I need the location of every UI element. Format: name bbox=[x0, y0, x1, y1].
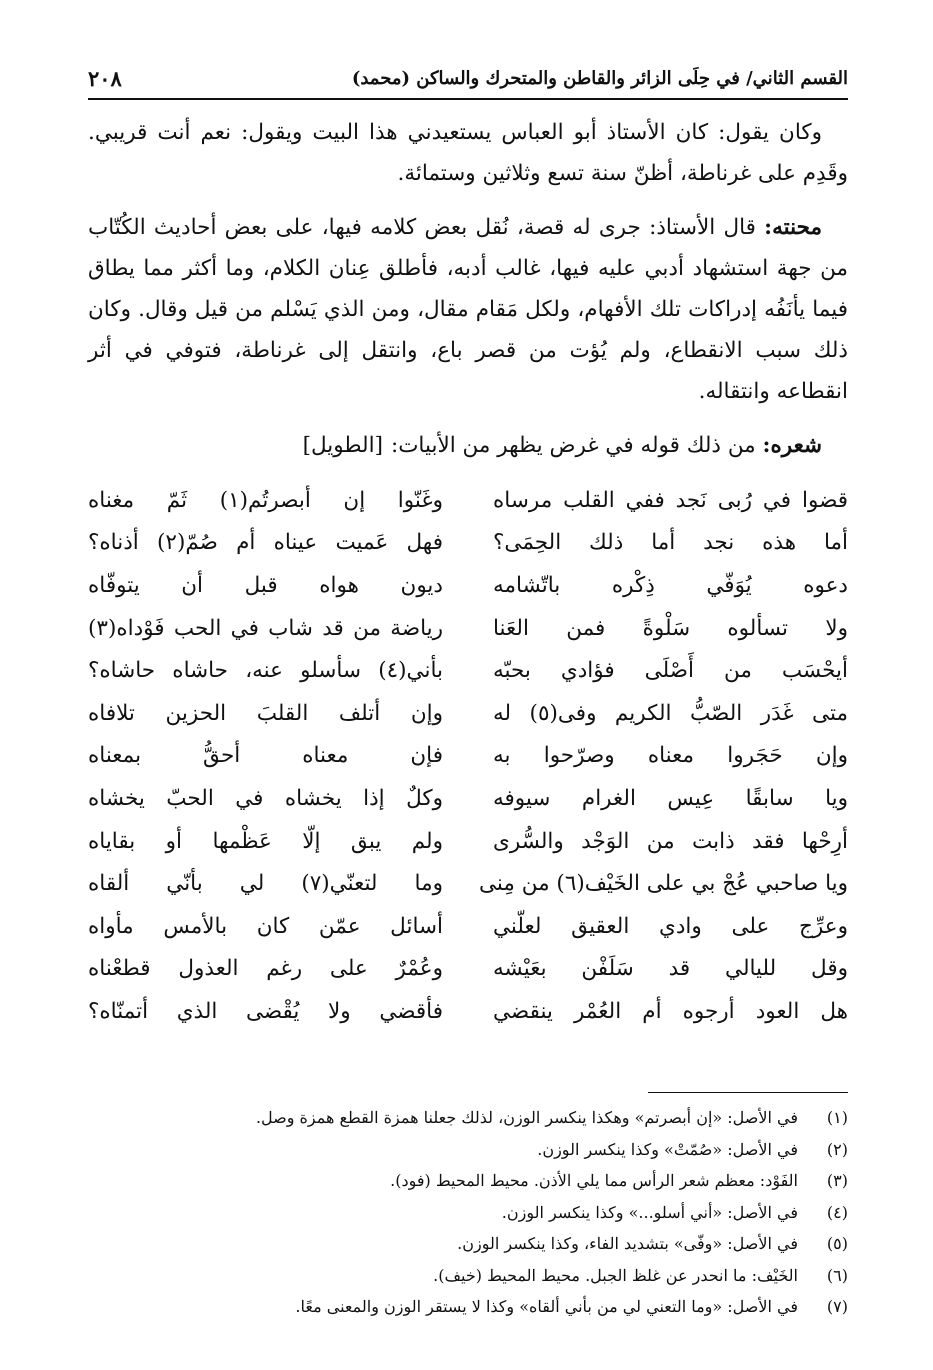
footnote-text: في الأصل: «وفّى» بتشديد الفاء، وكذا ينكسر الوزن. bbox=[457, 1234, 798, 1253]
footnote-number: (٢) bbox=[826, 1139, 848, 1159]
footnote bbox=[88, 1197, 848, 1229]
footnote bbox=[88, 1165, 848, 1197]
verse-second-hemistich: فأقضي ولا يُقْضى الذي أتمنّاه؟ bbox=[88, 998, 443, 1024]
verse-line bbox=[88, 479, 848, 522]
verse-line bbox=[88, 862, 848, 905]
verse-first-hemistich: ويا سابقًا عِيس الغرام سيوفه bbox=[493, 785, 848, 811]
verse-first-hemistich: وقل لليالي قد سَلَفْن بعَيْشه bbox=[493, 956, 848, 982]
verse-first-hemistich: أما هذه نجد أما ذلك الحِمَى؟ bbox=[493, 530, 848, 556]
poetry-intro bbox=[88, 425, 848, 466]
page-number: ٢٠٨ bbox=[88, 65, 122, 91]
page-header bbox=[88, 58, 848, 100]
verse-line bbox=[88, 990, 848, 1033]
verse-first-hemistich: متى غَدَر الصّبُّ الكريم وفى(٥) له bbox=[493, 700, 848, 726]
verse-second-hemistich: أسائل عمّن كان بالأمس مأواه bbox=[88, 913, 443, 939]
main-text bbox=[88, 112, 848, 1033]
footnote-text: الخَيْف: ما انحدر عن غلظ الجبل. محيط المحيط (خيف). bbox=[433, 1265, 798, 1285]
paragraph-1: وكان يقول: كان الأستاذ أبو العباس يستعيدني هذا البيت ويقول: نعم أنت قريبي. وقَدِم على غرناطة، أظنّ سنة تسع وثلاثين وستمائة. bbox=[88, 120, 848, 186]
footnote bbox=[88, 1260, 848, 1292]
footnote-separator bbox=[648, 1092, 848, 1093]
poetry-intro-text: من ذلك قوله في غرض يظهر من الأبيات: bbox=[390, 433, 763, 458]
verse-first-hemistich: قضوا في رُبى نَجد ففي القلب مرساه bbox=[493, 487, 848, 513]
verse-line bbox=[88, 905, 848, 948]
paragraph-2 bbox=[88, 207, 848, 412]
verse-second-hemistich: بأني(٤) سأسلو عنه، حاشاه حاشاه؟ bbox=[88, 658, 443, 684]
meter-label: [الطويل] bbox=[302, 433, 383, 458]
verse-second-hemistich: وما لتعنّي(٧) لي بأنّي ألقاه bbox=[88, 871, 444, 897]
verse-line bbox=[88, 692, 848, 735]
footnote bbox=[88, 1134, 848, 1166]
verse-line bbox=[88, 564, 848, 607]
footnote-number: (٦) bbox=[826, 1265, 848, 1285]
verse-second-hemistich: ديون هواه قبل أن يتوفّاه bbox=[88, 572, 443, 598]
section-lead-mihnatuh: محنته: bbox=[764, 215, 822, 240]
section-lead-shiruh: شعره: bbox=[762, 433, 822, 458]
verse-line bbox=[88, 649, 848, 692]
verse-second-hemistich: رياضة من قد شاب في الحب فَوْداه(٣) bbox=[88, 615, 443, 641]
verse-second-hemistich: وعُمْرٌ على رغم العذول قطعْناه bbox=[88, 956, 443, 982]
footnote-text: في الأصل: «صُمّتْ» وكذا ينكسر الوزن. bbox=[537, 1139, 798, 1159]
verse-first-hemistich: ولا تسألوه سَلْوةً فمن العَنا bbox=[493, 615, 848, 641]
verse-line bbox=[88, 948, 848, 991]
verse-first-hemistich: ويا صاحبي عُجْ بي على الخَيْف(٦) من مِنى bbox=[478, 871, 848, 897]
verse-line bbox=[88, 735, 848, 778]
footnote bbox=[88, 1102, 848, 1134]
footnote bbox=[88, 1291, 848, 1323]
verse-first-hemistich: دعوه يُوَفّي ذِكْره باتّشامه bbox=[493, 572, 848, 598]
verse-line bbox=[88, 607, 848, 650]
footnote-text: في الأصل: «إن أبصرتم» وهكذا ينكسر الوزن، لذلك جعلنا همزة القطع همزة وصل. bbox=[255, 1108, 798, 1127]
verse-first-hemistich: وإن حَجَروا معناه وصرّحوا به bbox=[493, 743, 848, 769]
verse-second-hemistich: فهل عَميت عيناه أم صُمّ(٢) أذناه؟ bbox=[88, 530, 443, 556]
running-title: القسم الثاني/ في حِلَى الزائر والقاطن والمتحرك والساكن (محمد) bbox=[351, 67, 848, 89]
paragraph-2-text: قال الأستاذ: جرى له قصة، نُقل بعض كلامه فيها، على بعض أحاديث الكُتّاب من جهة استشهاد أدبي عليه فيها، غالب أدبه، فأطلق عِنان الكلام، وما أكثر مما يطاق فيما يأنَفُه إدراكات تلك الأفهام، ولكل مَقام مقال، ومن الذي يَسْلم من قيل وقال. وكان ذلك سبب الانقطاع، ولم يُؤت من قصر باع، وانتقل إلى غرناطة، فتوفي في أثر انقطاعه وانتقاله. bbox=[88, 215, 848, 404]
verse-first-hemistich: أرِحْها فقد ذابت من الوَجْد والسُّرى bbox=[493, 828, 848, 854]
verse-second-hemistich: وغَنّوا إن أبصرتُم(١) ثَمّ مغناه bbox=[88, 487, 443, 513]
verse-second-hemistich: وإن أتلف القلبَ الحزين تلافاه bbox=[88, 700, 443, 726]
verse-first-hemistich: هل العود أرجوه أم العُمْر ينقضي bbox=[493, 998, 848, 1024]
footnote-text: الفَوْد: معظم شعر الرأس مما يلي الأذن. محيط المحيط (فود). bbox=[390, 1171, 798, 1190]
footnote-text: في الأصل: «وما التعني لي من بأني ألقاه» وكذا لا يستقر الوزن والمعنى معًا. bbox=[295, 1297, 798, 1316]
verse-line bbox=[88, 820, 848, 863]
footnote-text: في الأصل: «أني أسلو...» وكذا ينكسر الوزن. bbox=[501, 1202, 798, 1222]
footnote-number: (٤) bbox=[826, 1202, 848, 1222]
verse-first-hemistich: وعرِّج على وادي العقيق لعلّني bbox=[493, 913, 848, 939]
verse-second-hemistich: فإن معناه أحقُّ بمعناه bbox=[88, 743, 443, 769]
verse-second-hemistich: ولم يبق إلّا عَظْمها أو بقاياه bbox=[88, 828, 443, 854]
footnote-number: (١) bbox=[826, 1108, 848, 1127]
verse-line bbox=[88, 777, 848, 820]
verse-line bbox=[88, 522, 848, 565]
footnotes bbox=[88, 1102, 848, 1323]
footnote bbox=[88, 1228, 848, 1260]
footnote-number: (٥) bbox=[826, 1234, 848, 1253]
poem bbox=[88, 479, 848, 1033]
footnote-number: (٧) bbox=[826, 1297, 848, 1316]
verse-second-hemistich: وكلٌ إذا يخشاه في الحبّ يخشاه bbox=[88, 785, 443, 811]
footnote-number: (٣) bbox=[826, 1171, 848, 1190]
verse-first-hemistich: أيحْسَب من أَصْلَى فؤادي بحبّه bbox=[493, 658, 848, 684]
